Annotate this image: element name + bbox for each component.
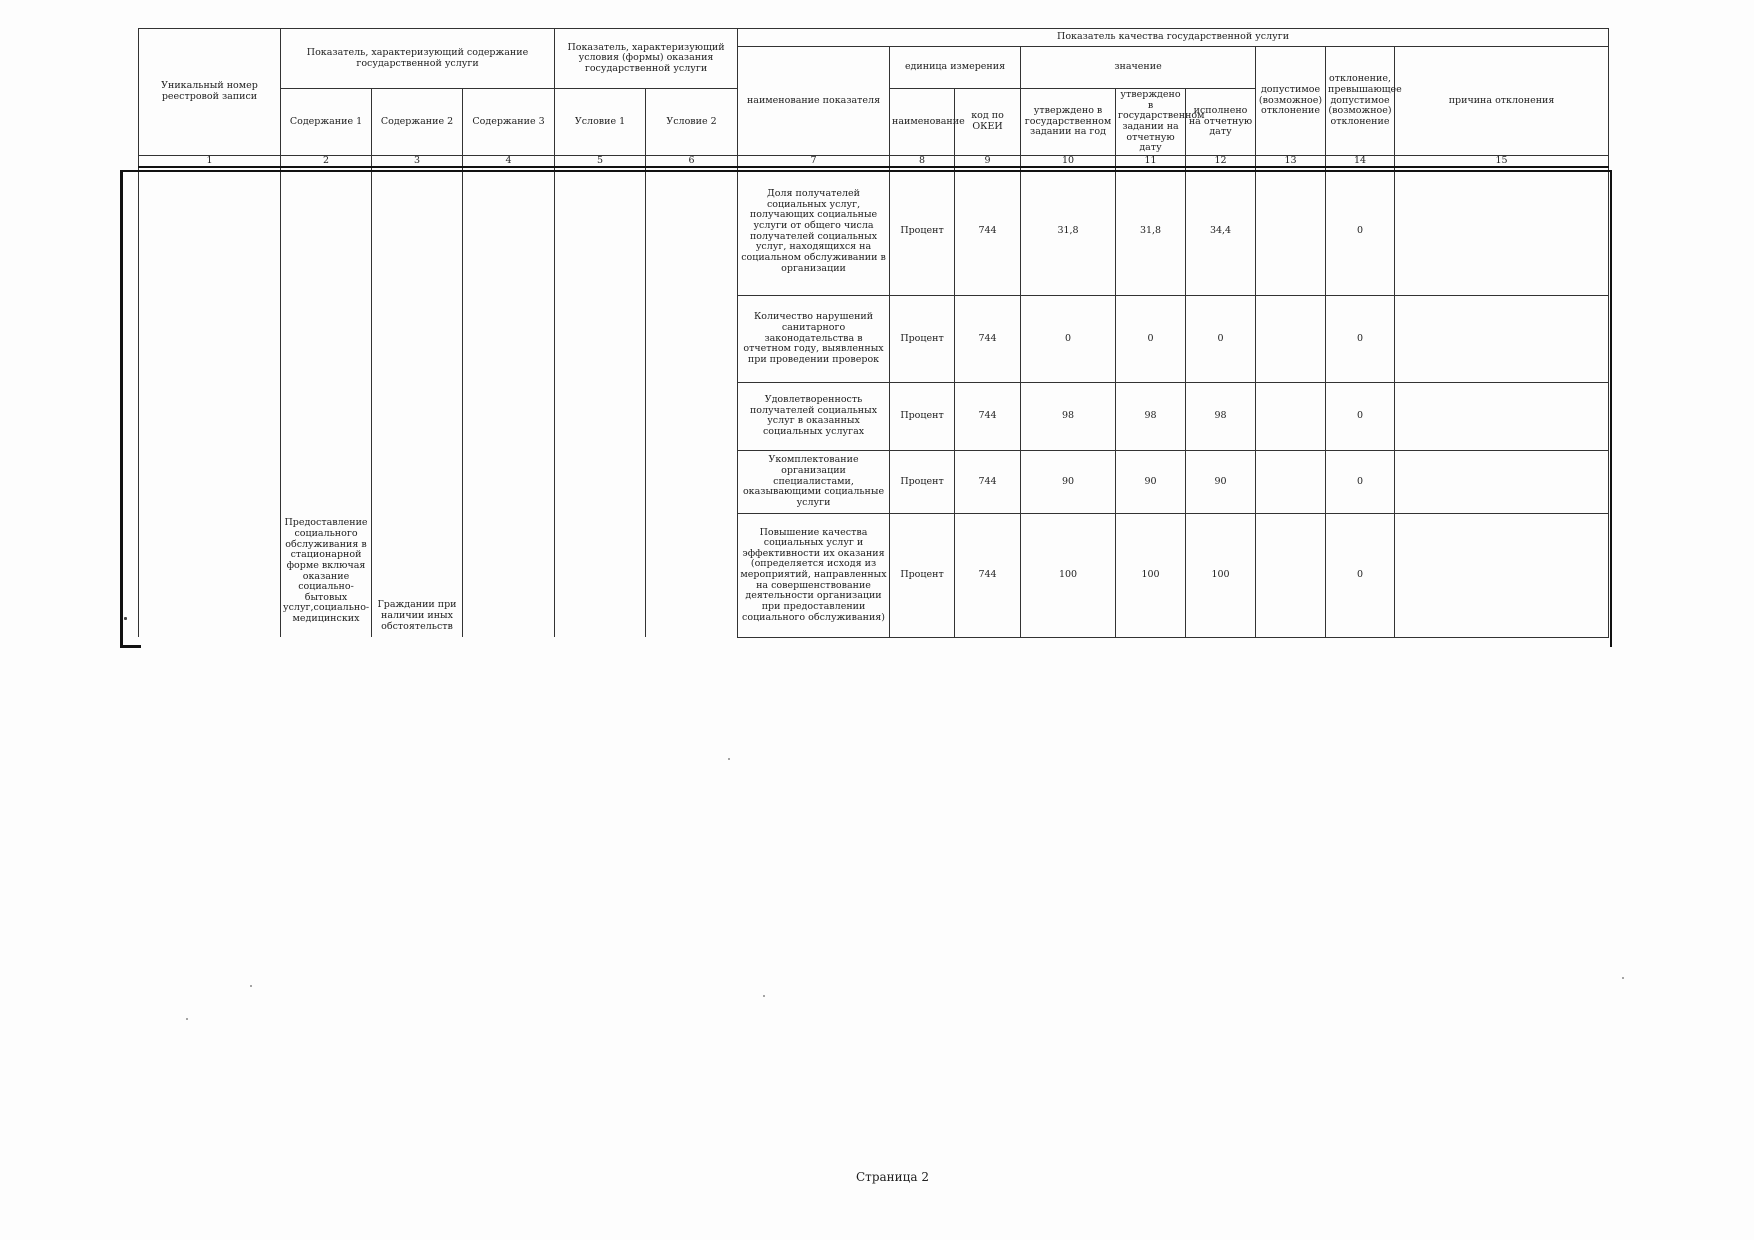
okei-code: 744 (955, 167, 1021, 295)
exceeding-deviation: 0 (1326, 295, 1395, 382)
column-number: 7 (738, 155, 890, 167)
header-content-3: Содержание 3 (463, 89, 555, 156)
indicator-name: Доля получателей социальных услуг, получающих социальные услуги от общего числа получателей социальных услуг, находящихся на социальном обслуживании в организации (738, 167, 890, 295)
done-value: 100 (1186, 513, 1256, 637)
table-row (139, 167, 1609, 295)
header-allowed-deviation: допустимое (возможное) отклонение (1256, 47, 1326, 156)
header-value: значение (1021, 47, 1256, 89)
allowed-deviation (1256, 382, 1326, 450)
deviation-reason (1395, 382, 1609, 450)
scan-speck (1622, 977, 1624, 979)
condition-2-cell (646, 167, 738, 637)
column-number: 6 (646, 155, 738, 167)
column-number: 15 (1395, 155, 1609, 167)
allowed-deviation (1256, 295, 1326, 382)
header-approved-date: утверждено в государственном задании на отчетную дату (1116, 89, 1186, 156)
header-unit: единица измерения (890, 47, 1021, 89)
header-quality-group: Показатель качества государственной услуги (738, 29, 1609, 47)
deviation-reason (1395, 295, 1609, 382)
unit-name: Процент (890, 295, 955, 382)
column-number: 10 (1021, 155, 1116, 167)
header-unit-name: наименование (890, 89, 955, 156)
allowed-deviation (1256, 167, 1326, 295)
allowed-deviation (1256, 513, 1326, 637)
scan-speck (124, 617, 127, 620)
approved-year: 0 (1021, 295, 1116, 382)
header-content-group: Показатель, характеризующий содержание государственной услуги (281, 29, 555, 89)
approved-date: 90 (1116, 450, 1186, 513)
scan-speck (250, 985, 252, 987)
exceeding-deviation: 0 (1326, 382, 1395, 450)
content-3-cell (463, 167, 555, 637)
column-number: 14 (1326, 155, 1395, 167)
column-number: 5 (555, 155, 646, 167)
unit-name: Процент (890, 167, 955, 295)
content-2-cell: Граждании при наличии иных обстоятельств (372, 167, 463, 637)
scan-speck (763, 995, 765, 997)
allowed-deviation (1256, 450, 1326, 513)
okei-code: 744 (955, 513, 1021, 637)
deviation-reason (1395, 513, 1609, 637)
approved-year: 90 (1021, 450, 1116, 513)
done-value: 98 (1186, 382, 1256, 450)
indicator-name: Повышение качества социальных услуг и эффективности их оказания (определяется исходя из мероприятий, направленных на совершенствование деятельности организации при предоставлении социального обслуживания) (738, 513, 890, 637)
approved-date: 0 (1116, 295, 1186, 382)
approved-date: 100 (1116, 513, 1186, 637)
unique-number-cell (139, 167, 281, 637)
header-approved-year: утверждено в государственном задании на год (1021, 89, 1116, 156)
column-number: 12 (1186, 155, 1256, 167)
content-1-cell: Предоставление социального обслуживания в стационарной форме включая оказание социально-бытовых услуг,социально-медицинских (281, 167, 372, 637)
indicator-name: Количество нарушений санитарного законодательства в отчетном году, выявленных при проведении проверок (738, 295, 890, 382)
exceeding-deviation: 0 (1326, 450, 1395, 513)
column-number: 4 (463, 155, 555, 167)
column-numbers-row (139, 155, 1609, 167)
column-number: 11 (1116, 155, 1186, 167)
approved-date: 31,8 (1116, 167, 1186, 295)
column-number: 1 (139, 155, 281, 167)
header-deviation-reason: причина отклонения (1395, 47, 1609, 156)
okei-code: 744 (955, 382, 1021, 450)
approved-year: 100 (1021, 513, 1116, 637)
scan-speck (186, 1018, 188, 1020)
done-value: 0 (1186, 295, 1256, 382)
indicator-name: Укомплектование организации специалистами, оказывающими социальные услуги (738, 450, 890, 513)
approved-year: 98 (1021, 382, 1116, 450)
unit-name: Процент (890, 513, 955, 637)
unit-name: Процент (890, 450, 955, 513)
column-number: 3 (372, 155, 463, 167)
header-condition-2: Условие 2 (646, 89, 738, 156)
column-number: 2 (281, 155, 372, 167)
header-condition-1: Условие 1 (555, 89, 646, 156)
column-number: 13 (1256, 155, 1326, 167)
condition-1-cell (555, 167, 646, 637)
exceeding-deviation: 0 (1326, 513, 1395, 637)
column-number: 9 (955, 155, 1021, 167)
approved-year: 31,8 (1021, 167, 1116, 295)
done-value: 90 (1186, 450, 1256, 513)
scan-speck (728, 758, 730, 760)
header-done: исполнено на отчетную дату (1186, 89, 1256, 156)
header-unique-number: Уникальный номер реестровой записи (139, 29, 281, 156)
header-content-1: Содержание 1 (281, 89, 372, 156)
unit-name: Процент (890, 382, 955, 450)
okei-code: 744 (955, 295, 1021, 382)
header-content-2: Содержание 2 (372, 89, 463, 156)
header-okei-code: код по ОКЕИ (955, 89, 1021, 156)
indicator-name: Удовлетворенность получателей социальных услуг в оказанных социальных услугах (738, 382, 890, 450)
done-value: 34,4 (1186, 167, 1256, 295)
quality-indicators-table (138, 28, 1609, 638)
deviation-reason (1395, 450, 1609, 513)
deviation-reason (1395, 167, 1609, 295)
header-indicator-name: наименование показателя (738, 47, 890, 156)
exceeding-deviation: 0 (1326, 167, 1395, 295)
approved-date: 98 (1116, 382, 1186, 450)
header-condition-group: Показатель, характеризующий условия (формы) оказания государственной услуги (555, 29, 738, 89)
column-number: 8 (890, 155, 955, 167)
okei-code: 744 (955, 450, 1021, 513)
header-exceeding-deviation: отклонение, превышающее допустимое (возможное) отклонение (1326, 47, 1395, 156)
page-number: Страница 2 (856, 1170, 929, 1184)
